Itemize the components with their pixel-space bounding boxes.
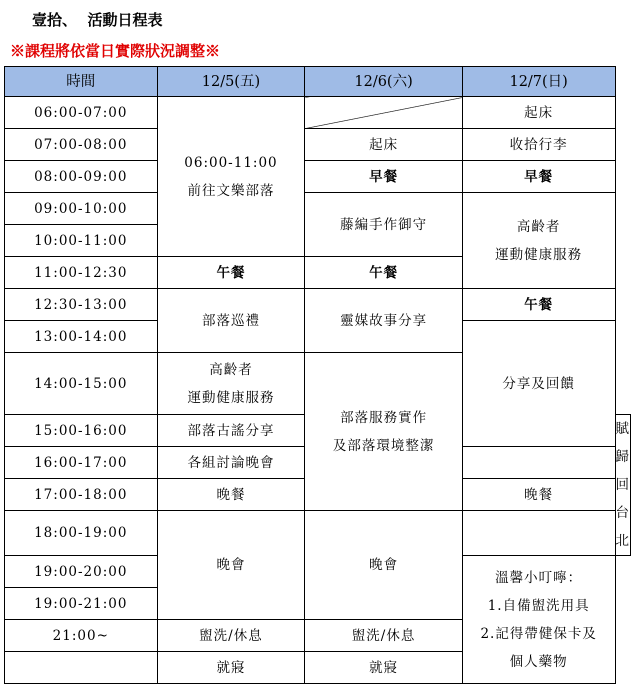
day3-reminder-item2: 2.記得帶健保卡及 — [480, 625, 597, 642]
table-row — [5, 289, 631, 321]
day2-service-practice-cell — [305, 353, 463, 511]
schedule-notice: ※課程將依當日實際狀況調整※ — [10, 42, 221, 60]
day3-reminder-item1: 1.自備盥洗用具 — [487, 597, 590, 614]
day3-elder-service-line1: 高齡者 — [516, 218, 561, 235]
day2-service-practice-line1: 部落服務實作 — [340, 409, 428, 426]
day3-reminder-title: 溫馨小叮嚀： — [495, 569, 583, 586]
day3-return-line1: 賦歸 — [615, 421, 630, 465]
day1-morning-time: 06:00-11:00 — [184, 154, 278, 171]
time-cell: 15:00-16:00 — [5, 415, 158, 447]
day2-breakfast: 早餐 — [305, 161, 463, 193]
header-day1: 12/5(五) — [157, 67, 305, 97]
table-row — [5, 193, 631, 225]
day1-elder-service-cell — [157, 353, 305, 415]
day3-return-line2: 回台北 — [615, 477, 630, 549]
day2-wake-up: 起床 — [305, 129, 463, 161]
day3-elder-service-line2: 運動健康服務 — [495, 246, 583, 263]
day1-morning-cell — [157, 97, 305, 257]
time-cell: 12:30-13:00 — [5, 289, 158, 321]
day2-wash-rest: 盥洗/休息 — [305, 620, 463, 652]
day2-spirit-story: 靈媒故事分享 — [305, 289, 463, 353]
day2-evening-party: 晚會 — [305, 511, 463, 620]
time-cell: 13:00-14:00 — [5, 321, 158, 353]
day2-dinner: 晚餐 — [462, 479, 615, 511]
day3-sharing-feedback: 分享及回饋 — [462, 321, 615, 447]
time-cell: 07:00-08:00 — [5, 129, 158, 161]
header-row — [5, 67, 631, 97]
section-title: 壹拾、 活動日程表 — [32, 11, 163, 29]
day1-ancient-songs: 部落古謠分享 — [157, 415, 305, 447]
header-day2: 12/6(六) — [305, 67, 463, 97]
day1-morning-activity: 前往文樂部落 — [187, 182, 275, 199]
time-cell: 08:00-09:00 — [5, 161, 158, 193]
day1-lunch: 午餐 — [157, 257, 305, 289]
day1-tribe-tour: 部落巡禮 — [157, 289, 305, 353]
day1-wash-rest: 盥洗/休息 — [157, 620, 305, 652]
time-cell: 14:00-15:00 — [5, 353, 158, 415]
day3-elder-service-cell — [462, 193, 615, 289]
day1-sleep: 就寢 — [157, 652, 305, 684]
table-row — [5, 511, 631, 556]
day1-elder-service-line1: 高齡者 — [209, 361, 253, 378]
day2-lunch: 午餐 — [305, 257, 463, 289]
table-row — [5, 97, 631, 129]
day3-reminder-cell — [462, 556, 615, 684]
time-cell: 16:00-17:00 — [5, 447, 158, 479]
day3-wake-up: 起床 — [462, 97, 615, 129]
time-cell: 17:00-18:00 — [5, 479, 158, 511]
day1-elder-service-line2: 運動健康服務 — [187, 389, 275, 406]
day1-evening-party: 晚會 — [157, 511, 305, 620]
day2-sleep: 就寢 — [305, 652, 463, 684]
day1-dinner: 晚餐 — [157, 479, 305, 511]
time-cell: 18:00-19:00 — [5, 511, 158, 556]
time-cell — [5, 652, 158, 684]
day1-group-discussion: 各組討論晚會 — [157, 447, 305, 479]
time-cell: 21:00~ — [5, 620, 158, 652]
day3-lunch: 午餐 — [462, 289, 615, 321]
day3-return-cell — [615, 415, 631, 556]
time-cell: 10:00-11:00 — [5, 225, 158, 257]
time-cell: 19:00-21:00 — [5, 588, 158, 620]
time-cell: 11:00-12:30 — [5, 257, 158, 289]
time-cell: 19:00-20:00 — [5, 556, 158, 588]
header-day3: 12/7(日) — [462, 67, 615, 97]
time-cell: 09:00-10:00 — [5, 193, 158, 225]
day2-empty-diagonal-cell — [305, 97, 463, 129]
day2-rattan-weaving: 藤編手作御守 — [305, 193, 463, 257]
day3-reminder-item3: 個人藥物 — [509, 653, 568, 670]
header-time: 時間 — [5, 67, 158, 97]
schedule-table — [4, 66, 631, 684]
day3-breakfast: 早餐 — [462, 161, 615, 193]
time-cell: 06:00-07:00 — [5, 97, 158, 129]
table-row — [5, 129, 631, 161]
day3-pack-luggage: 收拾行李 — [462, 129, 615, 161]
table-row — [5, 161, 631, 193]
day2-service-practice-line2: 及部落環境整潔 — [332, 437, 435, 454]
